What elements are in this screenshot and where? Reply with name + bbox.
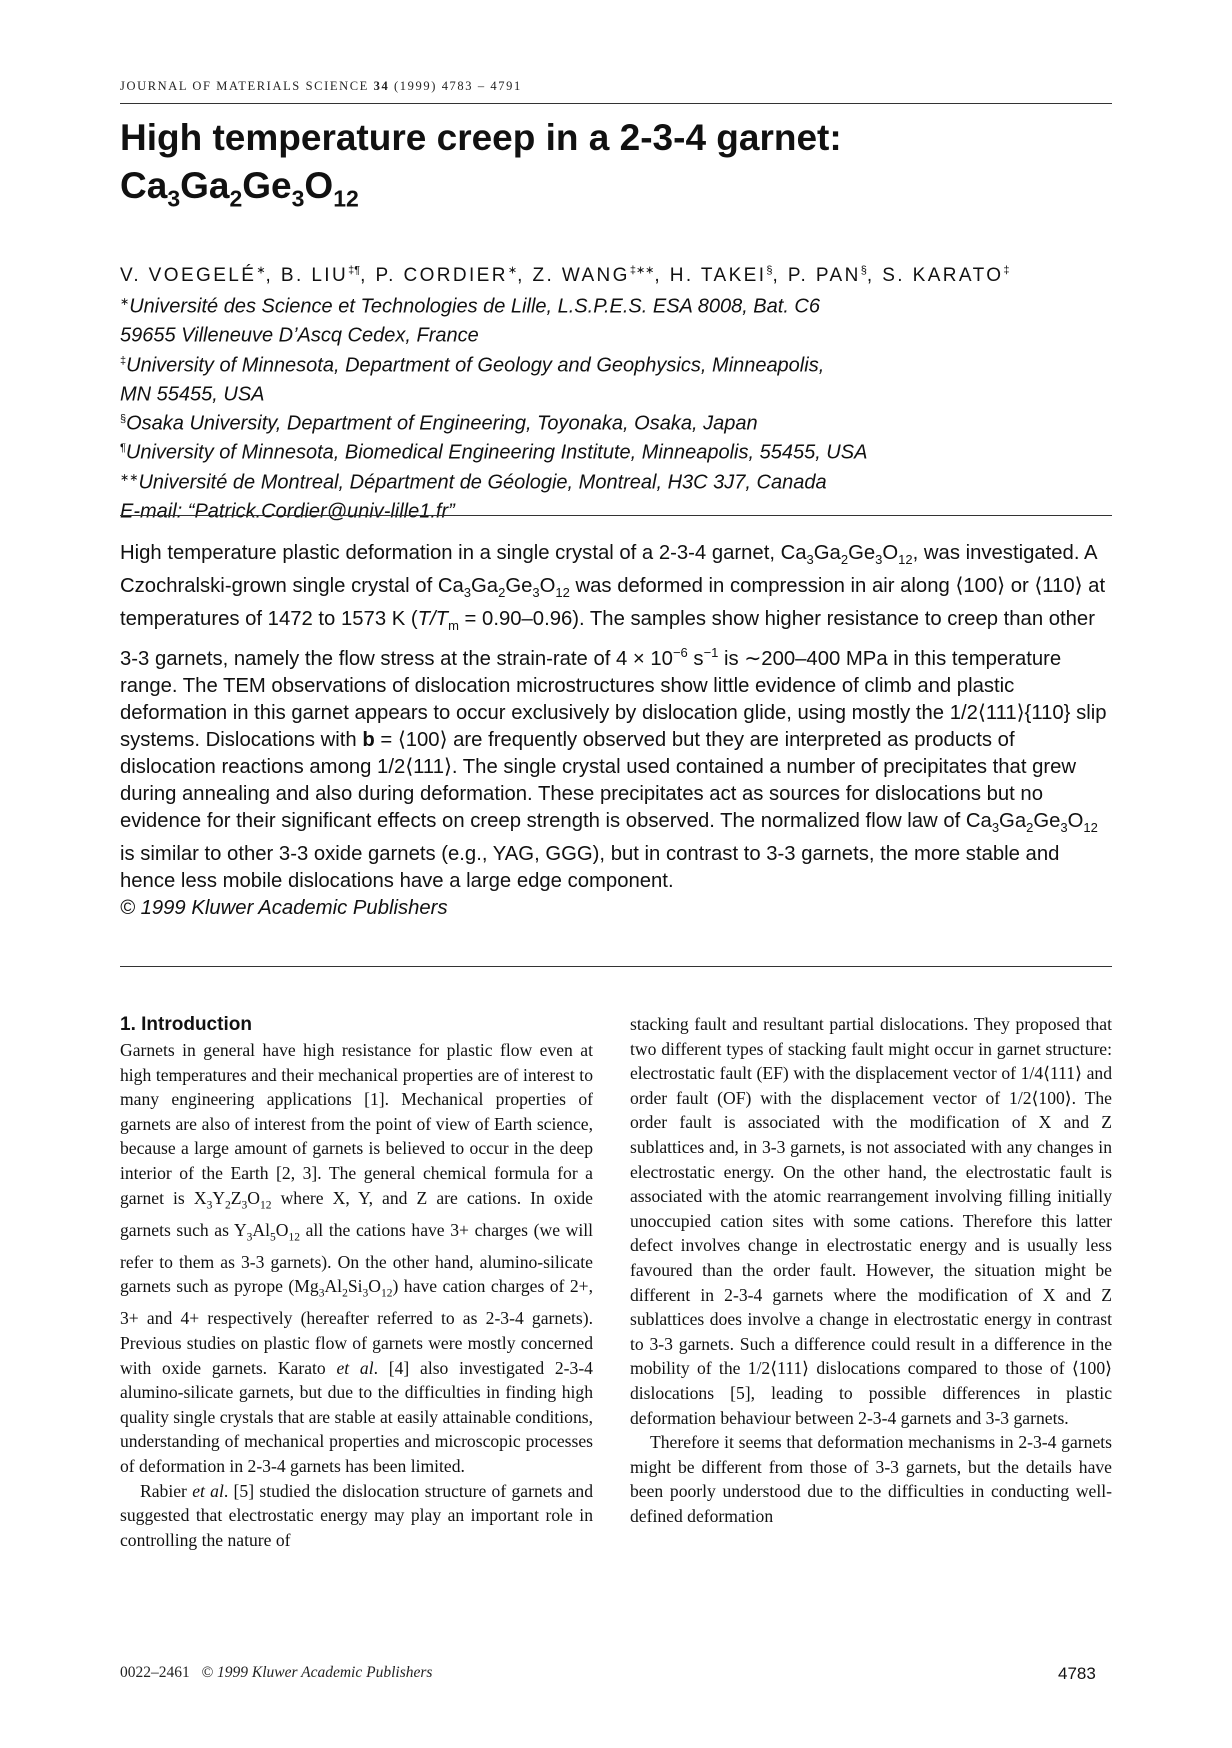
affiliation-line: §Osaka University, Department of Engineering, Toyonaka, Osaka, Japan <box>120 412 758 435</box>
affiliation-line: ‡University of Minnesota, Department of Geology and Geophysics, Minneapolis, <box>120 354 825 377</box>
affiliation-line: MN 55455, USA <box>120 383 265 406</box>
email-line: E-mail: “Patrick.Cordier@univ-lille1.fr” <box>120 500 455 523</box>
abstract-top-rule <box>120 515 1112 516</box>
journal-volume: 34 <box>373 79 390 93</box>
abstract-copyright: © 1999 Kluwer Academic Publishers <box>120 896 448 919</box>
journal-year-pages: (1999) 4783 – 4791 <box>394 79 522 93</box>
author: S. KARATO‡ <box>882 265 1010 287</box>
author: B. LIU‡¶, <box>280 265 376 287</box>
author: P. PAN§, <box>787 265 883 287</box>
journal-name: JOURNAL OF MATERIALS SCIENCE <box>120 79 369 93</box>
author: H. TAKEI§, <box>669 265 788 287</box>
paragraph: Rabier et al. [5] studied the dislocation structure of garnets and suggested that electrostatic energy may play an important role in controlling the nature of <box>120 1480 593 1550</box>
section-heading: 1. Introduction <box>120 1014 252 1035</box>
author: V. VOEGELÉ∗, <box>120 265 281 287</box>
affiliation-line: ∗Université des Science et Technologies de Lille, L.S.P.E.S. ESA 8008, Bat. C6 <box>120 295 820 318</box>
right-column <box>630 1012 1112 1528</box>
author-list <box>120 264 1120 287</box>
abstract: High temperature plastic deformation in a single crystal of a 2-3-4 garnet, $Ca_3Ga_2Ge_3O_{12}$, was investigated. A Czochralski-grown single crystal of $Ca_3Ga_2Ge_3O_{12}$ was deformed in compression in air along ⟨100⟩ or ⟨110⟩ at temperatures of 1472 to 1573 K $(T/T_m = 0.90-0.96)$. The samples show higher resistance to creep than other 3-3 garnets, namely the flow stress at the strain-rate of $4 \times 10^{-6}$ $s^{-1}$ is ∼200–400 MPa in this temperature range. The TEM observations of dislocation microstructures show little evidence of climb and plastic deformation in this garnet appears to occur exclusively by dislocation glide, using mostly the 1/2⟨111⟩{110} slip systems. Dislocations with b = ⟨100⟩ are frequently observed but they are interpreted as products of dislocation reactions among 1/2⟨111⟩. The single crystal used contained a number of precipitates that grew during annealing and also during deformation. These precipitates act as sources for dislocations but no evidence for their significant effects on creep strength is observed. The normalized flow law of $Ca_3Ga_2Ge_3O_{12}$ is similar to other 3-3 oxide garnets (e.g., YAG, GGG), but in contrast to 3-3 garnets, the more stable and hence less mobile dislocations have a large edge component. © 1999 Kluwer Academic Publishers <box>120 542 1107 919</box>
author: P. CORDIER∗, <box>375 265 533 287</box>
affiliations <box>120 290 1120 524</box>
paper-title <box>120 114 1112 222</box>
journal-header <box>120 79 522 94</box>
paragraph: Garnets in general have high resistance for plastic flow even at high temperatures and their mechanical properties are of interest to many engineering applications [1]. Mechanical properties of garnets are also of interest from the point of view of Earth science, because a large amount of garnets is believed to occur in the deep interior of the Earth [2, 3]. The general chemical formula for a garnet is $X_3Y_2Z_3O_{12}$ where X, Y, and Z are cations. In oxide garnets such as $Y_3Al_5O_{12}$ all the cations have 3+ charges (we will refer to them as 3-3 garnets). On the other hand, alumino-silicate garnets such as pyrope $(Mg_3Al_2Si_3O_{12})$ have cation charges of 2+, 3+ and 4+ respectively (hereafter referred to as 2-3-4 garnets). Previous studies on plastic flow of garnets were mostly concerned with oxide garnets. Karato et al. [4] also investigated 2-3-4 alumino-silicate garnets, but due to the difficulties in finding high quality single crystals that are stable at easily attainable conditions, understanding of mechanical properties and microscopic processes of deformation in 2-3-4 garnets has been limited. <box>120 1040 593 1477</box>
page-number: 4783 <box>1058 1664 1096 1683</box>
header-rule <box>120 103 1112 104</box>
affiliation-line: 59655 Villeneuve D’Ascq Cedex, France <box>120 324 479 347</box>
paragraph: Therefore it seems that deformation mechanisms in 2-3-4 garnets might be different from those of 3-3 garnets, but the details have been poorly understood due to the difficulties in conducting well-defined deformation <box>630 1432 1112 1526</box>
author: Z. WANG‡∗∗, <box>532 265 670 287</box>
title-line-1: High temperature creep in a 2-3-4 garnet: <box>120 117 842 158</box>
footer-issn: 0022–2461 © 1999 Kluwer Academic Publishers <box>120 1664 433 1681</box>
affiliation-line: ¶University of Minnesota, Biomedical Engineering Institute, Minneapolis, 55455, USA <box>120 441 868 464</box>
footer-copyright: © 1999 Kluwer Academic Publishers <box>201 1664 433 1681</box>
abstract-bottom-rule <box>120 966 1112 967</box>
affiliation-line: ∗∗Université de Montreal, Départment de Géologie, Montreal, H3C 3J7, Canada <box>120 471 827 494</box>
title-formula: $Ca_3Ga_2Ge_3O_{12}$ <box>120 165 359 212</box>
paragraph: stacking fault and resultant partial dislocations. They proposed that two different types of stacking fault might occur in garnet structure: electrostatic fault (EF) with the displacement vector of 1/4⟨111⟩ and order fault (OF) with the displacement vector of 1/2⟨100⟩. The order fault is associated with the modification of X and Z sublattices and, in 3-3 garnets, is not associated with any changes in electrostatic energy. On the other hand, the electrostatic fault is associated with the atomic rearrangement involving filling initially unoccupied cation sites with some cations. Therefore this latter defect involves change in electrostatic energy and is usually less favoured than the order fault. However, the situation might be different in 2-3-4 garnets where the modification of X and Z sublattices does involve a change in electrostatic energy in contrast to 3-3 garnets. Such a difference could result in a difference in the mobility of the 1/2⟨111⟩ dislocations compared to those of ⟨100⟩ dislocations [5], leading to possible differences in plastic deformation behaviour between 2-3-4 garnets and 3-3 garnets. <box>630 1014 1112 1428</box>
left-column <box>120 1012 593 1552</box>
